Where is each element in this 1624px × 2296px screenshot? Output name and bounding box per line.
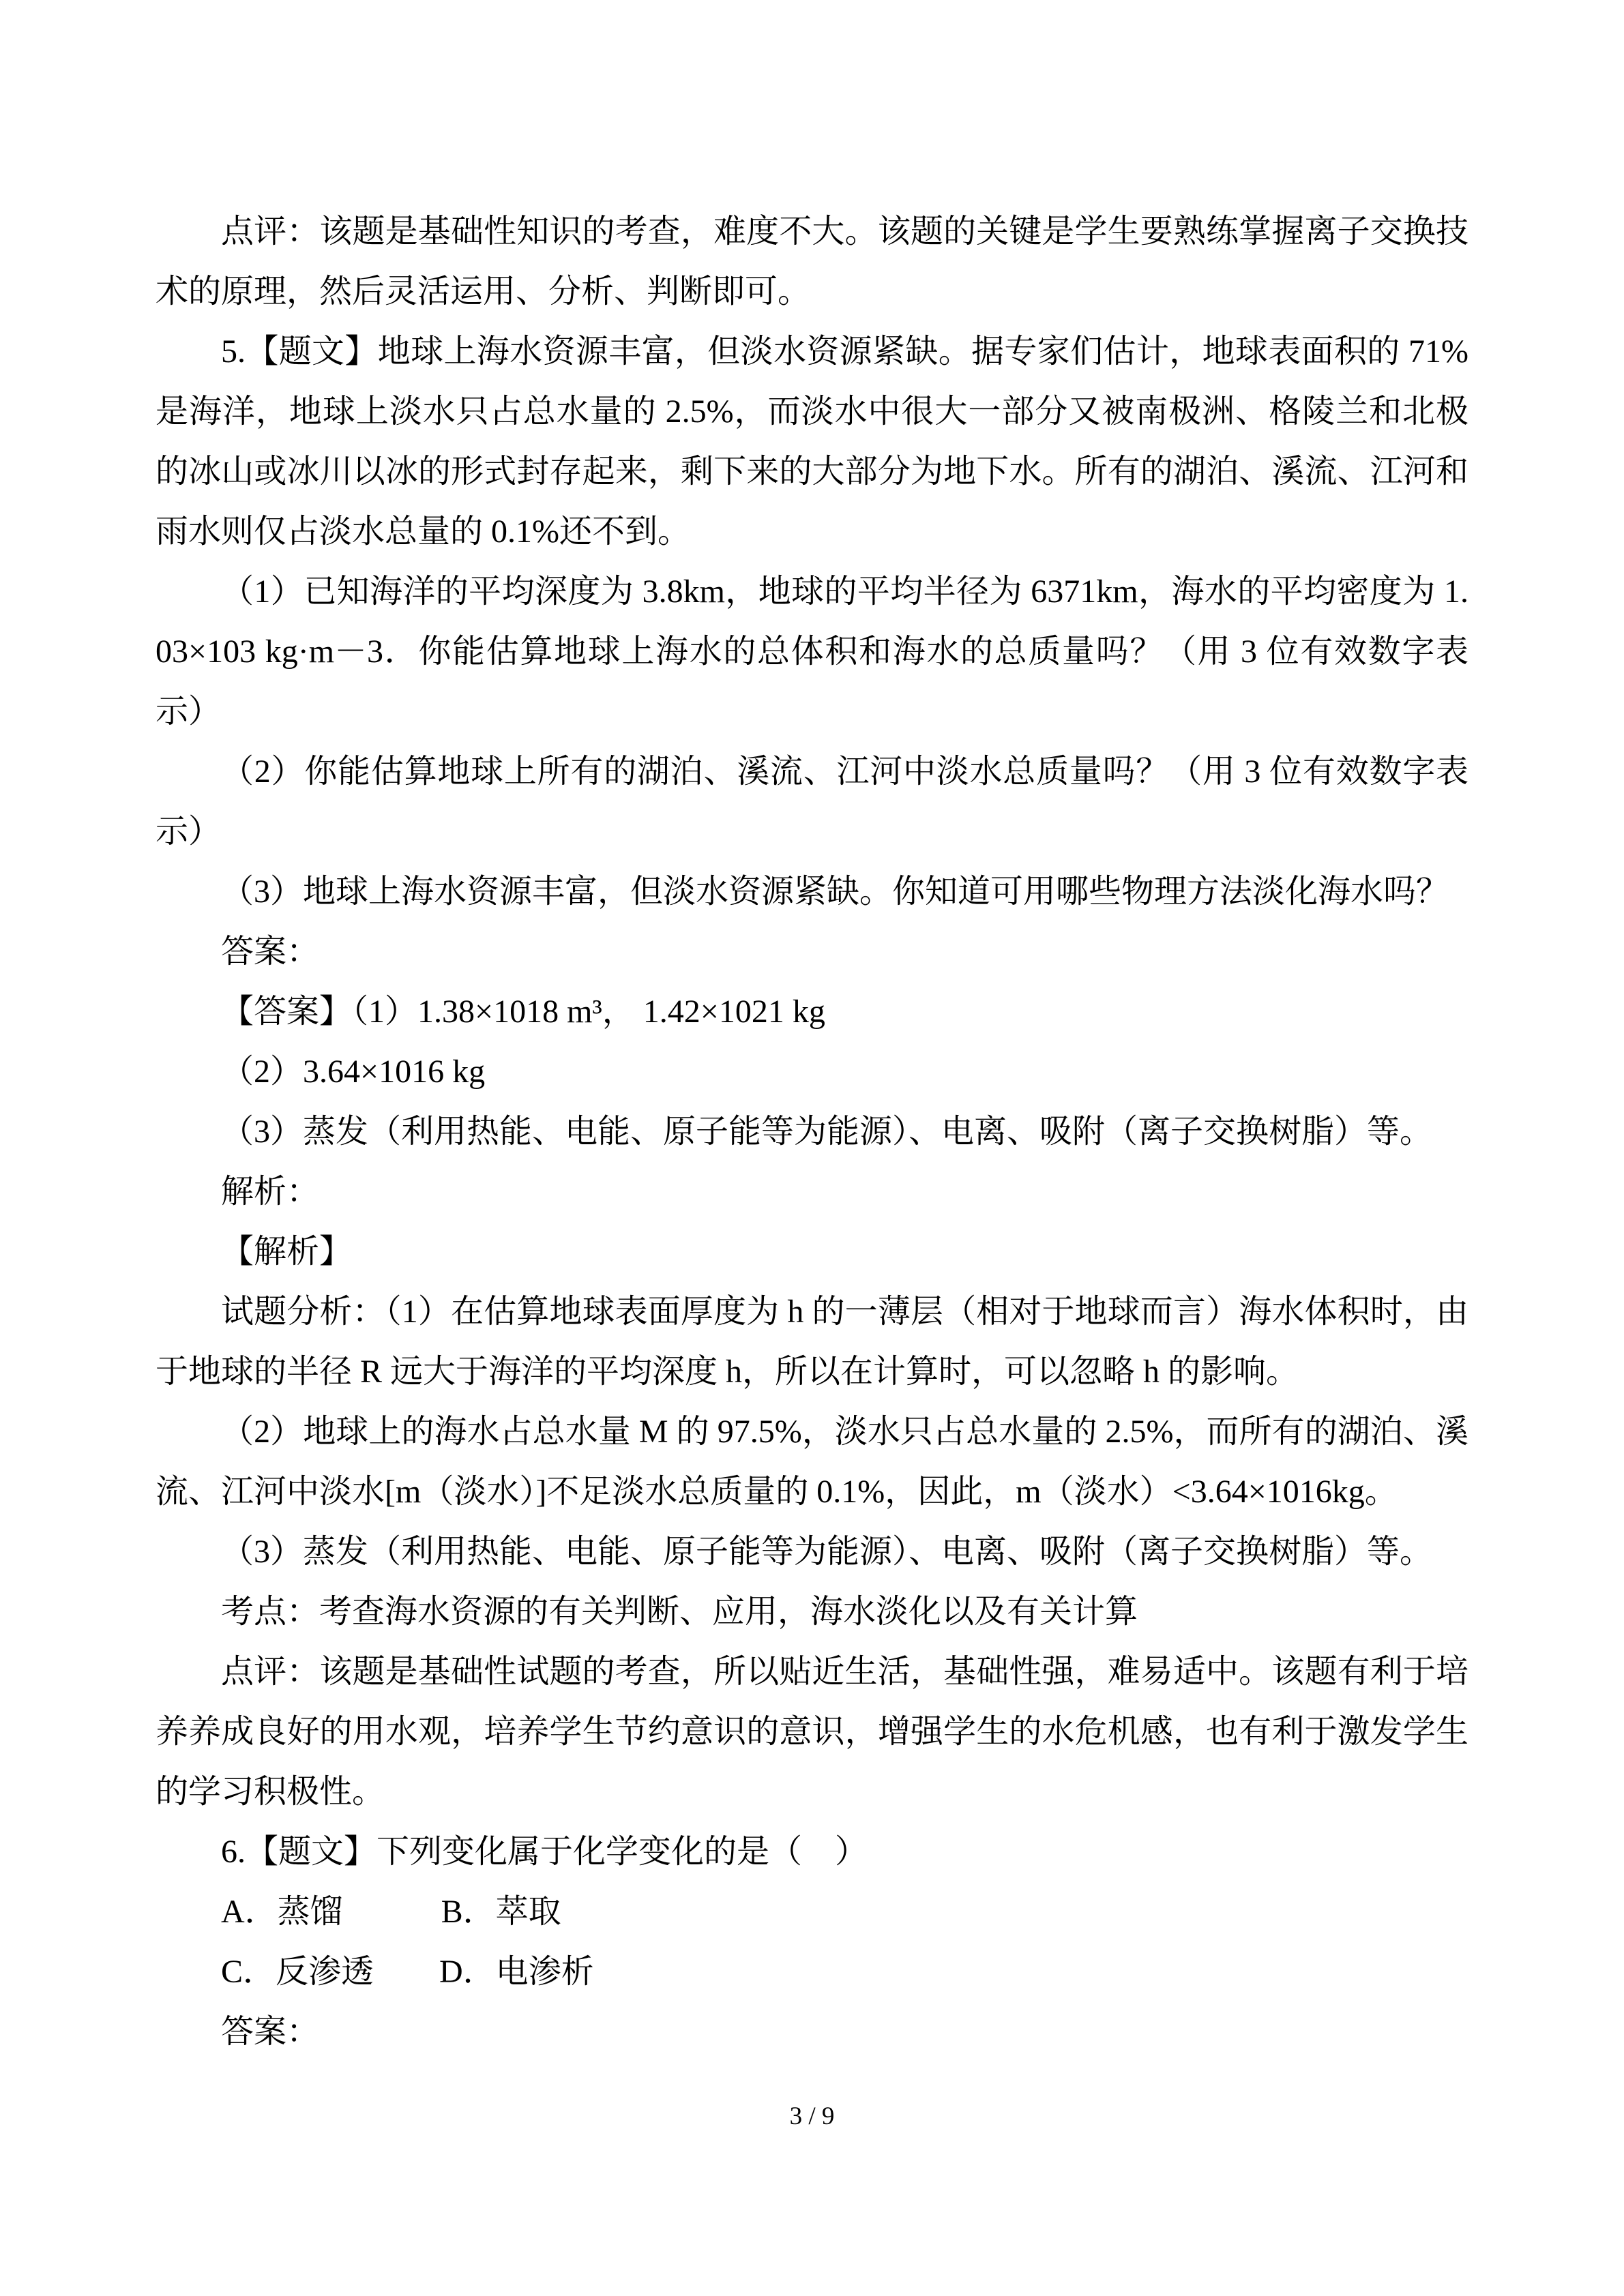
question-6-options-cd: C．反渗透 D．电渗析 — [221, 1954, 594, 1990]
exam-point-paragraph: 考点：考查海水资源的有关判断、应用，海水淡化以及有关计算 — [221, 1594, 1138, 1630]
answer-part-3: （3）蒸发（利用热能、电能、原子能等为能源）、电离、吸附（离子交换树脂）等。 — [221, 1114, 1433, 1150]
answer-label-2: 答案： — [221, 2014, 320, 2050]
analysis-part-1: 试题分析：（1）在估算地球表面厚度为 h 的一薄层（相对于地球而言）海水体积时，由于地球的半径 R 远大于海洋的平均深度 h，所以在计算时，可以忽略 h 的影响。 — [156, 1294, 1468, 1390]
question-6-options-ab: A．蒸馏 B．萃取 — [221, 1894, 561, 1930]
page-number: 3 / 9 — [789, 2102, 835, 2130]
analysis-header: 【解析】 — [221, 1234, 353, 1270]
answer-part-1: 【答案】（1）1.38×1018 m³， 1.42×1021 kg — [221, 994, 825, 1030]
comment-paragraph: 点评：该题是基础性知识的考查，难度不大。该题的关键是学生要熟练掌握离子交换技术的原理，然后灵活运用、分析、判断即可。 — [156, 213, 1468, 310]
analysis-part-3: （3）蒸发（利用热能、电能、原子能等为能源）、电离、吸附（离子交换树脂）等。 — [221, 1534, 1433, 1570]
comment-paragraph-2: 点评：该题是基础性试题的考查，所以贴近生活，基础性强，难易适中。该题有利于培养养成良好的用水观，培养学生节约意识的意识，增强学生的水危机感，也有利于激发学生的学习积极性。 — [156, 1654, 1468, 1810]
question-5-part-2: （2）你能估算地球上所有的湖泊、溪流、江河中淡水总质量吗？（用 3 位有效数字表示） — [156, 754, 1468, 850]
answer-label: 答案： — [221, 934, 320, 970]
question-5-part-1: （1）已知海洋的平均深度为 3.8km，地球的平均半径为 6371km，海水的平均密度为 1.03×103 kg·m－3．你能估算地球上海水的总体积和海水的总质量吗？（用 3 位有效数字表示） — [156, 573, 1468, 730]
question-5-text: 5.【题文】地球上海水资源丰富，但淡水资源紧缺。据专家们估计，地球表面积的 71%是海洋，地球上淡水只占总水量的 2.5%，而淡水中很大一部分又被南极洲、格陵兰和北极的冰山或冰川以冰的形式封存起来，剩下来的大部分为地下水。所有的湖泊、溪流、江河和雨水则仅占淡水总量的 0.1%还不到。 — [156, 333, 1468, 550]
question-5-part-3: （3）地球上海水资源丰富，但淡水资源紧缺。你知道可用哪些物理方法淡化海水吗？ — [221, 874, 1449, 910]
analysis-part-2: （2）地球上的海水占总水量 M 的 97.5%，淡水只占总水量的 2.5%，而所有的湖泊、溪流、江河中淡水[m（淡水）]不足淡水总质量的 0.1%，因此，m（淡水）<3.64×1016kg。 — [156, 1414, 1468, 1510]
question-6-text: 6.【题文】下列变化属于化学变化的是（ ） — [221, 1834, 868, 1870]
answer-part-2: （2）3.64×1016 kg — [221, 1054, 486, 1090]
analysis-label: 解析： — [221, 1174, 320, 1210]
